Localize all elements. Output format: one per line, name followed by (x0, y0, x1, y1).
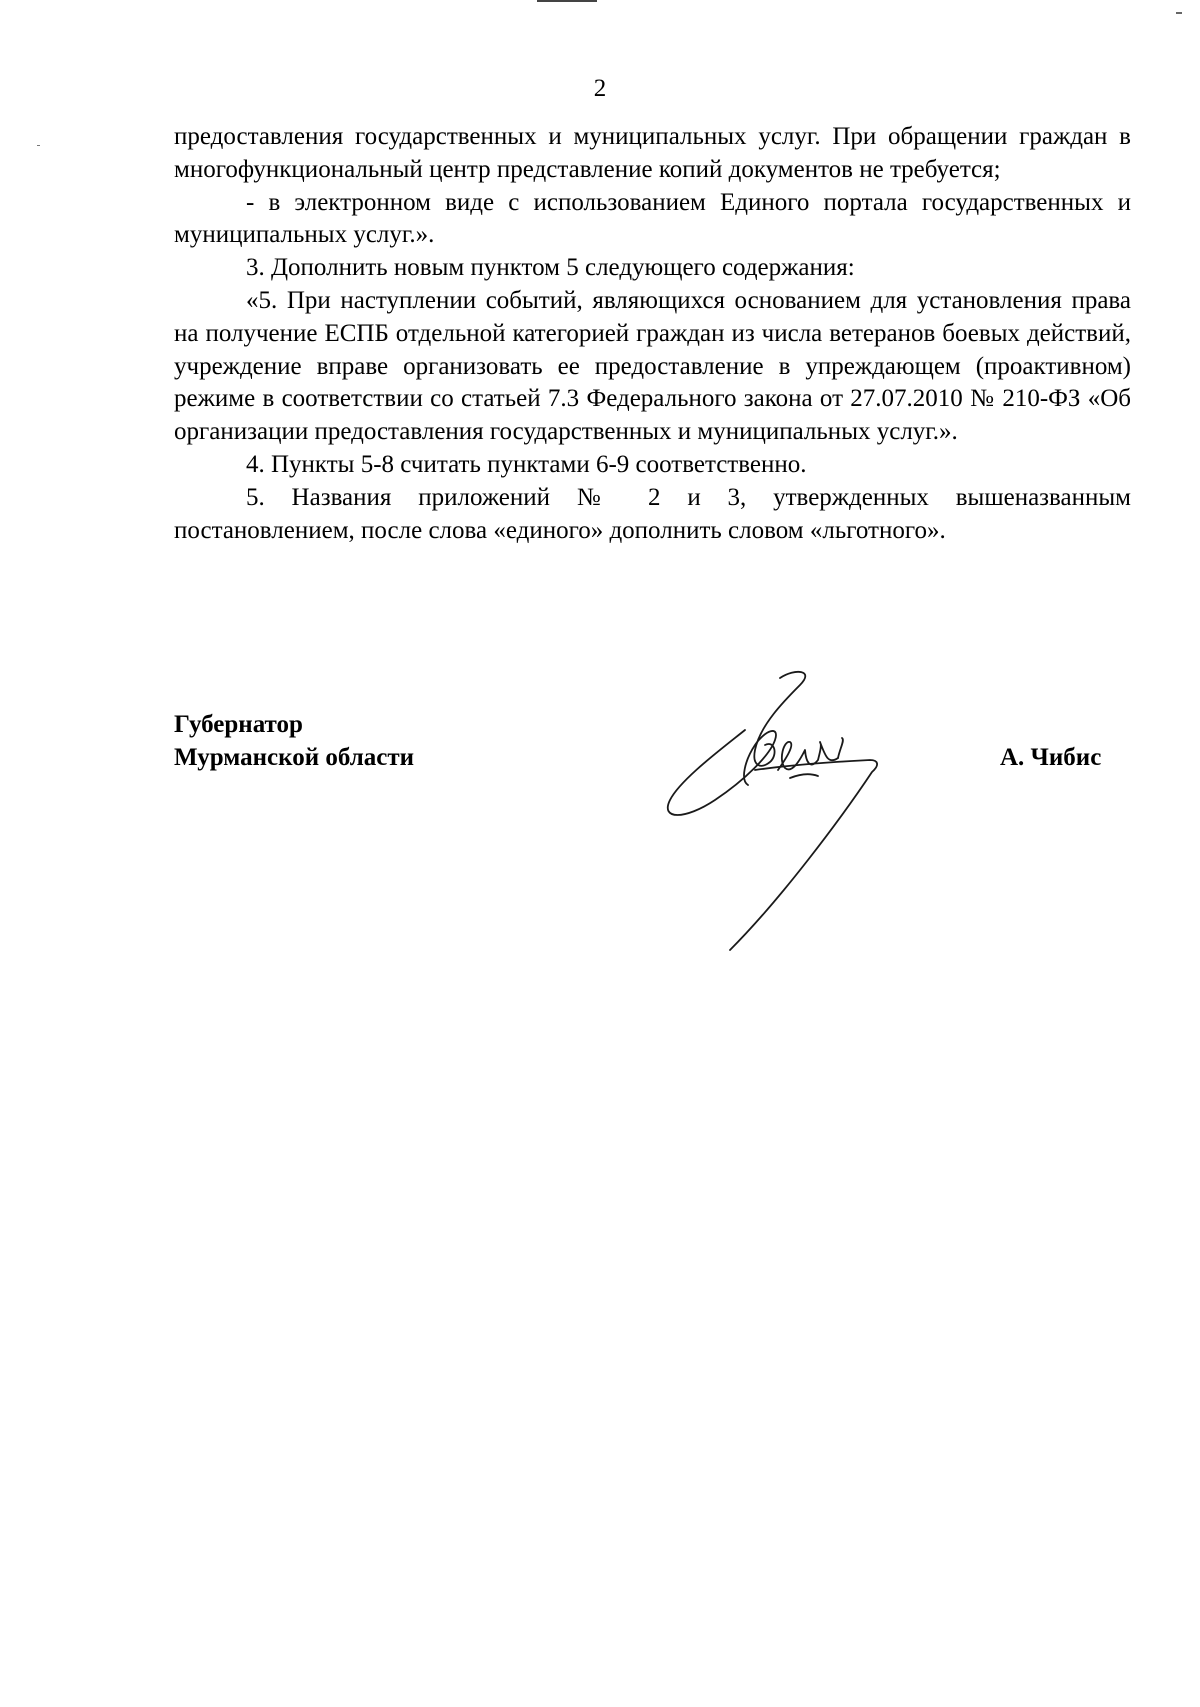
signatory-name: А. Чибис (1000, 744, 1102, 771)
paragraph-electronic-form: - в электронном виде с использованием Единого портала государственных и муниципальных услуг.». (174, 188, 1131, 249)
signatory-title (174, 708, 414, 774)
page-number: 2 (593, 75, 607, 102)
paragraph-item-4: 4. Пункты 5-8 считать пунктами 6-9 соответственно. (246, 450, 807, 478)
scan-corner-mark (1176, 12, 1182, 14)
signatory-title-line-2: Мурманской области (174, 744, 415, 771)
handwritten-signature (660, 670, 930, 960)
paragraph-continuation: предоставления государственных и муниципальных услуг. При обращении граждан в многофункциональный центр представление копий документов не требуется; (174, 123, 1131, 183)
scan-edge-mark (537, 0, 597, 2)
document-body (174, 121, 1131, 547)
paragraph-item-5: 5. Названия приложений № 2 и 3, утвержденных вышеназванным постановлением, после слова «единого» дополнить словом «льготного». (174, 483, 1131, 544)
paragraph-new-item-5: «5. При наступлении событий, являющихся основанием для установления права на получение ЕСПБ отдельной категорией граждан из числа ветеранов боевых действий, учреждение вправе организовать ее предоставление в упреждающем (проактивном) режиме в соответствии со статьей 7.3 Федерального закона от 27.07.2010 № 210-ФЗ «Об организации предоставления государственных и муниципальных услуг.». (174, 286, 1131, 446)
paragraph-item-3: 3. Дополнить новым пунктом 5 следующего содержания: (246, 254, 855, 282)
signatory-title-line-1: Губернатор (174, 711, 303, 738)
scan-side-mark (37, 145, 40, 146)
